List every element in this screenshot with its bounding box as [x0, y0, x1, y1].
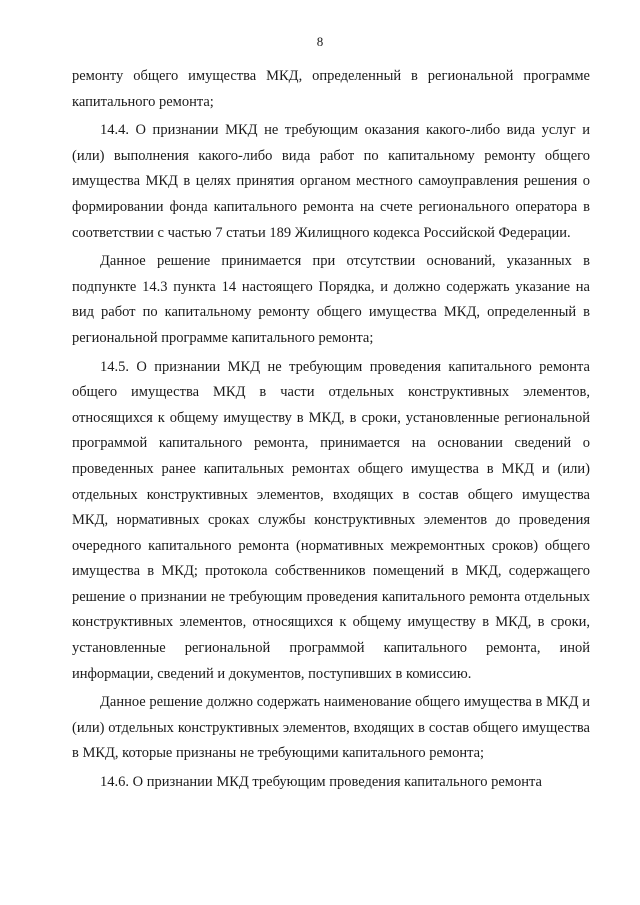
paragraph-14-5: 14.5. О признании МКД не требующим проведения капитального ремонта общего имущества МКД в части отдельных конструктивных элементов, относящихся к общему имуществу в МКД, в сроки, установленные региональной программой капитального ремонта, принимается на основании сведений о проведенных ранее капитальных ремонтах общего имущества в МКД и (или) отдельных конструктивных элементов, входящих в состав общего имущества МКД, нормативных сроках службы конструктивных элементов до проведения очередного капитального ремонта (нормативных межремонтных сроков) общего имущества в МКД; протокола собственников помещений в МКД, содержащего решение о признании не требующим проведения капитального ремонта отдельных конструктивных элементов, относящихся к общему имуществу в МКД, в сроки, установленные региональной программой капитального ремонта, иной информации, сведений и документов, поступивших в комиссию.	[72, 358, 590, 682]
paragraph-14-6: 14.6. О признании МКД требующим проведения капитального ремонта	[100, 774, 542, 791]
page-number: 8	[316, 34, 324, 49]
paragraph-14-5-decision: Данное решение должно содержать наименование общего имущества в МКД и (или) отдельных конструктивных элементов, входящих в состав общего имущества в МКД, которые признаны не требующими капитального ремонта;	[72, 694, 590, 762]
paragraph-continuation: ремонту общего имущества МКД, определенный в региональной программе капитального ремонта;	[72, 68, 590, 110]
paragraph-14-4: 14.4. О признании МКД не требующим оказания какого-либо вида услуг и (или) выполнения какого-либо вида работ по капитальному ремонту общего имущества МКД в целях принятия органом местного самоуправления решения о формировании фонда капитального ремонта на счете регионального оператора в соответствии с частью 7 статьи 189 Жилищного кодекса Российской Федерации.	[72, 122, 590, 241]
paragraph-14-4-decision: Данное решение принимается при отсутствии оснований, указанных в подпункте 14.3 пункта 14 настоящего Порядка, и должно содержать указание на вид работ по капитальному ремонту общего имущества МКД, определенный в региональной программе капитального ремонта;	[72, 253, 590, 346]
document-body	[72, 64, 590, 799]
